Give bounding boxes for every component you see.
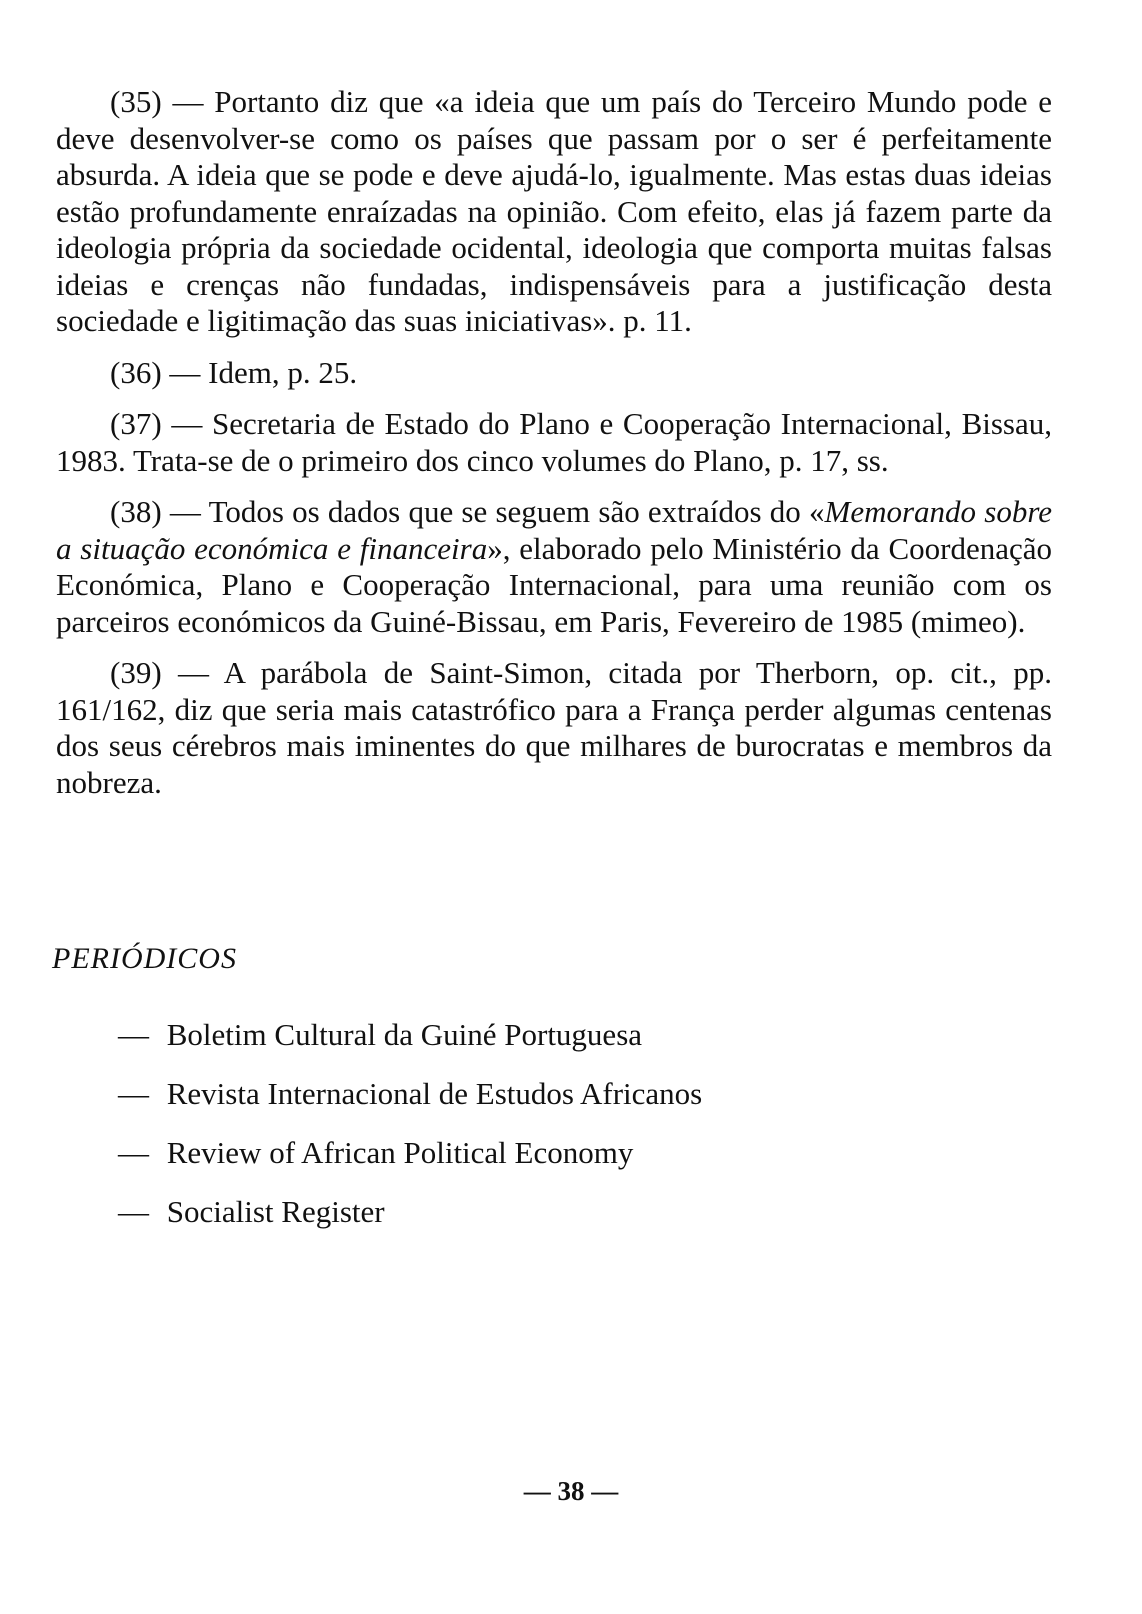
note-dash: — <box>169 354 201 390</box>
note-number: (38) <box>110 494 162 529</box>
periodical-item <box>118 1193 702 1231</box>
periodical-item <box>118 1016 702 1054</box>
note-number: (35) <box>110 84 162 119</box>
endnotes <box>56 84 1052 816</box>
note-text-after: », elaborado pelo Ministério da Coordenação Económica, Plano e Cooperação Internacional, para uma reunião com os parceiros económicos da Guiné-Bissau, em Paris, Fevereiro de 1985 (mimeo). <box>56 530 1052 639</box>
endnote-36 <box>56 355 1052 392</box>
note-text: A parábola de Saint-Simon, citada por Therborn, op. cit., pp. 161/162, diz que seria mais catastrófico para a França perder algumas centenas dos seus cérebros mais iminentes do que milhares de burocratas e membros da nobreza. <box>56 655 1052 800</box>
endnote-39 <box>56 655 1052 801</box>
note-text: Secretaria de Estado do Plano e Cooperação Internacional, Bissau, 1983. Trata-se de o primeiro dos cinco volumes do Plano, p. 17, ss. <box>56 406 1052 478</box>
periodicals-list <box>118 1016 702 1252</box>
endnote-37 <box>56 406 1052 479</box>
note-dash: — <box>171 406 203 441</box>
periodicals-heading: PERIÓDICOS <box>52 942 237 975</box>
periodical-title: Socialist Register <box>166 1194 385 1229</box>
list-dash: — <box>118 1017 149 1052</box>
endnote-38 <box>56 494 1052 640</box>
periodical-item <box>118 1134 702 1172</box>
note-text: Portanto diz que «a ideia que um país do Terceiro Mundo pode e deve desenvolver-se como os países que passam por o ser é perfeitamente absurda. A ideia que se pode e deve ajudá-lo, igualmente. Mas estas duas ideias estão profundamente enraízadas na opinião. Com efeito, elas já fazem parte da ideologia própria da sociedade ocidental, ideologia que comporta muitas falsas ideias e crenças não fundadas, indispensáveis para a justificação desta sociedade e ligitimação das suas iniciativas». p. 11. <box>56 84 1053 338</box>
note-number: (36) <box>110 354 162 390</box>
note-number: (39) <box>110 655 162 690</box>
note-text-before: Todos os dados que se seguem são extraídos do « <box>208 494 825 529</box>
note-number: (37) <box>110 406 162 441</box>
note-dash: — <box>169 494 201 529</box>
periodical-title: Review of African Political Economy <box>166 1135 634 1170</box>
list-dash: — <box>118 1076 149 1111</box>
note-dash: — <box>178 655 209 690</box>
list-dash: — <box>118 1194 149 1229</box>
periodical-item <box>118 1075 702 1113</box>
periodical-title: Boletim Cultural da Guiné Portuguesa <box>166 1017 643 1052</box>
page-number: — 38 — <box>523 1476 619 1506</box>
note-text-italic-title: Memorando sobre a situação económica e financeira <box>56 494 1052 566</box>
periodical-title: Revista Internacional de Estudos Africanos <box>166 1076 703 1111</box>
endnote-35 <box>56 84 1052 340</box>
note-text: Idem, p. 25. <box>208 354 358 390</box>
list-dash: — <box>118 1135 149 1170</box>
note-dash: — <box>172 84 204 119</box>
